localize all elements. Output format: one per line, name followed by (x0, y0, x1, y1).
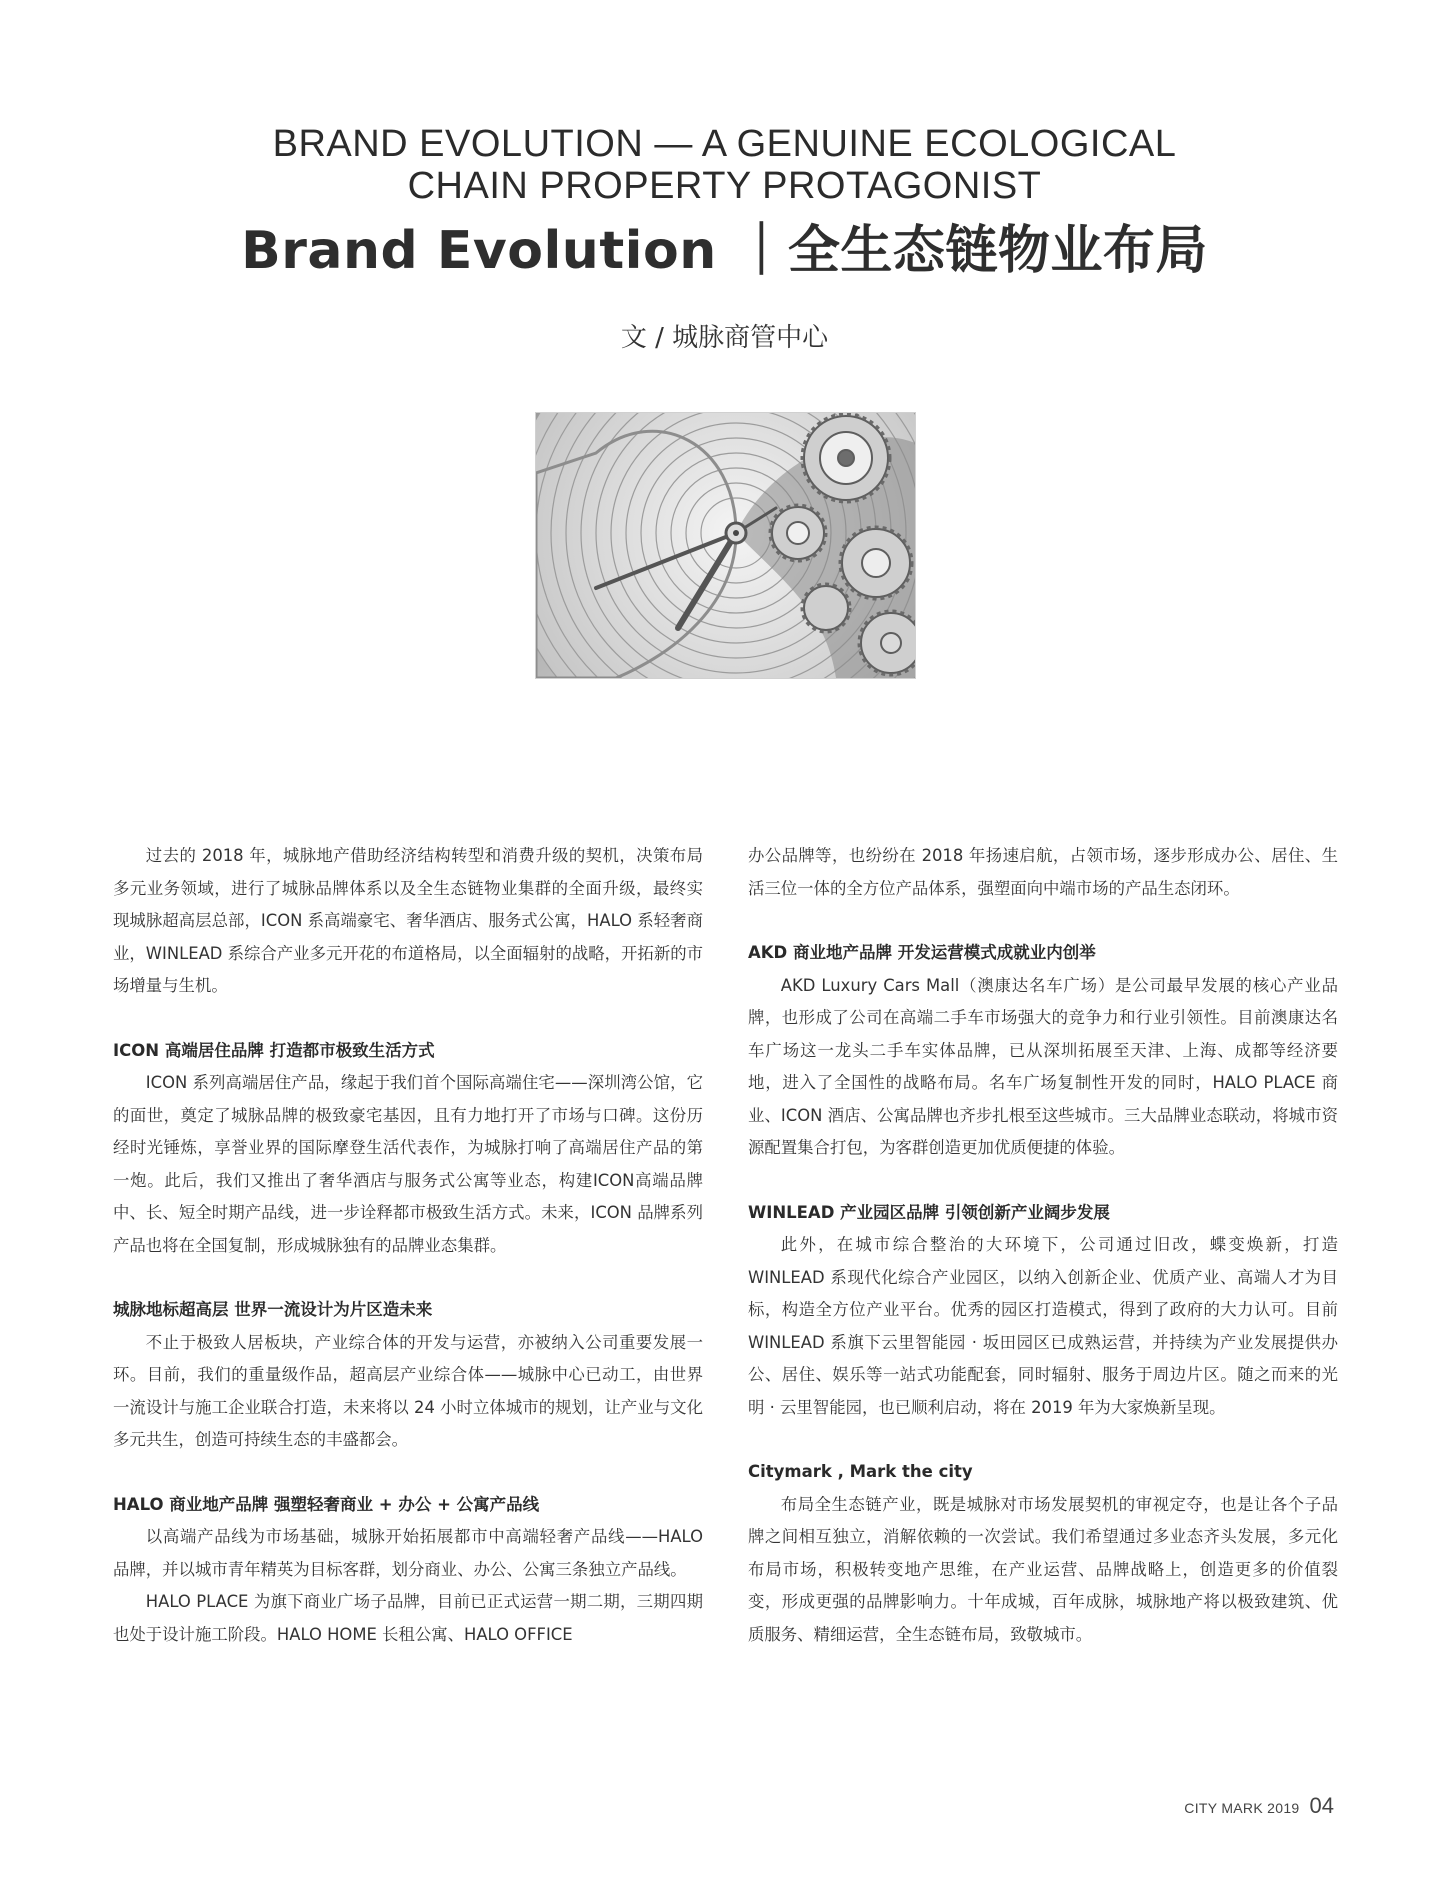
left-column (113, 840, 703, 1651)
watch-movement-gears-image (535, 412, 916, 679)
intro-paragraph: 过去的 2018 年，城脉地产借助经济结构转型和消费升级的契机，决策布局多元业务领域，进行了城脉品牌体系以及全生态链物业集群的全面升级，最终实现城脉超高层总部，ICON 系高端豪宅、奢华酒店、服务式公寓，HALO 系轻奢商业，WINLEAD 系综合产业多元开花的布道格局，以全面辐射的战略，开拓新的市场增量与生机。 (113, 846, 703, 995)
magazine-name: CITY MARK 2019 (1184, 1800, 1300, 1816)
author-byline: 文 / 城脉商管中心 (620, 323, 829, 353)
icon-section-heading: ICON 高端居住品牌 打造都市极致生活方式 (113, 1040, 435, 1060)
akd-section-body: AKD Luxury Cars Mall（澳康达名车广场）是公司最早发展的核心产业品牌，也形成了公司在高端二手车市场强大的竞争力和行业引领性。目前澳康达名车广场这一龙头二手车实体品牌，已从深圳拓展至天津、上海、成都等经济要地，进入了全国性的战略布局。名车广场复制性开发的同时，HALO PLACE 商业、ICON 酒店、公寓品牌也齐步扎根至这些城市。三大品牌业态联动，将城市资源配置集合打包，为客群创造更加优质便捷的体验。 (748, 975, 1338, 1157)
halo-section-body-1: 以高端产品线为市场基础，城脉开始拓展都市中高端轻奢产品线——HALO 品牌，并以城市青年精英为目标客群，划分商业、办公、公寓三条独立产品线。 (113, 1527, 703, 1579)
icon-section-body: ICON 系列高端居住产品，缘起于我们首个国际高端住宅——深圳湾公馆，它的面世，奠定了城脉品牌的极致豪宅基因，且有力地打开了市场与口碑。这份历经时光锤炼，享誉业界的国际摩登生活代表作，为城脉打响了高端居住产品的第一炮。此后，我们又推出了奢华酒店与服务式公寓等业态，构建ICON高端品牌中、长、短全时期产品线，进一步诠释都市极致生活方式。未来，ICON 品牌系列产品也将在全国复制，形成城脉独有的品牌业态集群。 (113, 1073, 703, 1255)
english-title-line-2: CHAIN PROPERTY PROTAGONIST (407, 165, 1042, 207)
right-column (748, 840, 1338, 1651)
citymark-section-heading: Citymark , Mark the city (748, 1462, 973, 1481)
page-footer (1184, 1793, 1334, 1819)
winlead-section-heading: WINLEAD 产业园区品牌 引领创新产业阔步发展 (748, 1202, 1110, 1222)
halo-section-heading: HALO 商业地产品牌 强塑轻奢商业 + 办公 + 公寓产品线 (113, 1494, 540, 1514)
article-header (0, 123, 1449, 354)
halo-section-continuation: 办公品牌等，也纷纷在 2018 年扬速启航，占领市场，逐步形成办公、居住、生活三位一体的全方位产品体系，强塑面向中端市场的产品生态闭环。 (748, 846, 1338, 898)
page-number: 04 (1309, 1793, 1334, 1818)
akd-section-heading: AKD 商业地产品牌 开发运营模式成就业内创举 (748, 943, 1096, 962)
halo-section-body-2: HALO PLACE 为旗下商业广场子品牌，目前已正式运营一期二期，三期四期也处于设计施工阶段。HALO HOME 长租公寓、HALO OFFICE (113, 1592, 703, 1644)
winlead-section-body: 此外，在城市综合整治的大环境下，公司通过旧改，蝶变焕新，打造WINLEAD 系现代化综合产业园区，以纳入创新企业、优质产业、高端人才为目标，构造全方位产业平台。优秀的园区打造模式，得到了政府的大力认可。目前 WINLEAD 系旗下云里智能园 · 坂田园区已成熟运营，并持续为产业发展提供办公、居住、娱乐等一站式功能配套，同时辐射、服务于周边片区。随之而来的光明 · 云里智能园，也已顺利启动，将在 2019 年为大家焕新呈现。 (748, 1235, 1338, 1417)
citymark-section-body: 布局全生态链产业，既是城脉对市场发展契机的审视定夺，也是让各个子品牌之间相互独立，消解依赖的一次尝试。我们希望通过多业态齐头发展，多元化布局市场，积极转变地产思维，在产业运营、品牌战略上，创造更多的价值裂变，形成更强的品牌影响力。十年成城，百年成脉，城脉地产将以极致建筑、优质服务、精细运营，全生态链布局，致敬城市。 (748, 1494, 1338, 1644)
main-title: Brand Evolution ｜全生态链物业布局 (241, 221, 1208, 281)
tower-section-body: 不止于极致人居板块，产业综合体的开发与运营，亦被纳入公司重要发展一环。目前，我们的重量级作品，超高层产业综合体——城脉中心已动工，由世界一流设计与施工企业联合打造，未来将以 24 小时立体城市的规划，让产业与文化多元共生，创造可持续生态的丰盛都会。 (113, 1332, 703, 1449)
english-title-line-1: BRAND EVOLUTION — A GENUINE ECOLOGICAL (272, 123, 1177, 165)
tower-section-heading: 城脉地标超高层 世界一流设计为片区造未来 (113, 1300, 433, 1319)
